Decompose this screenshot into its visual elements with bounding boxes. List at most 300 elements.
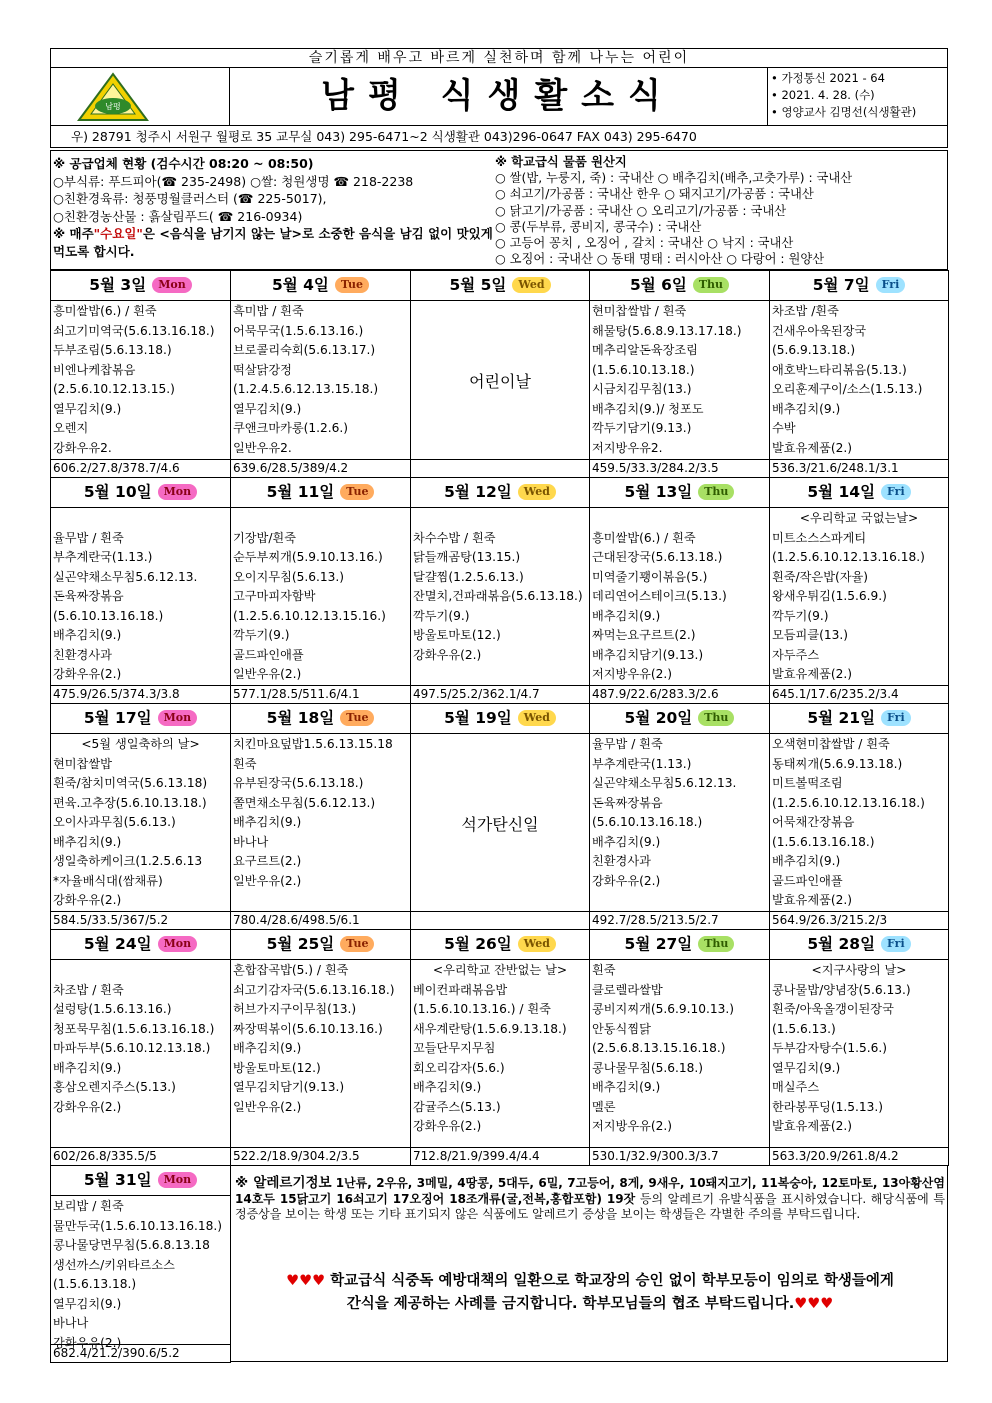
menu-list bbox=[51, 1197, 230, 1350]
origin-section bbox=[495, 154, 945, 267]
nutrition-info: 459.5/33.3/284.2/3.5 bbox=[590, 459, 769, 477]
menu-item: 흥미쌀밥(6.) / 흰죽 bbox=[53, 304, 157, 318]
weekday-badge: Wed bbox=[512, 277, 550, 293]
day-cell bbox=[410, 477, 590, 704]
day-header bbox=[411, 478, 589, 508]
weekday-badge: Thu bbox=[698, 484, 734, 500]
menu-item: 흰죽/작은밥(자율) bbox=[772, 569, 869, 584]
menu-item: 흥미쌀밥(6.) / 흰죽 bbox=[592, 530, 696, 545]
menu-item: 요구르트(2.) bbox=[233, 854, 302, 868]
day-cell bbox=[50, 1165, 231, 1363]
menu-item: 메추리알돈육장조림(1.5.6.10.13.18.) bbox=[592, 343, 698, 377]
menu-item: 강화우유(2.) bbox=[53, 667, 122, 681]
nutrition-info: 530.1/32.9/300.3/3.7 bbox=[590, 1147, 769, 1165]
menu-item: 열무김치담기(9.13.) bbox=[233, 1080, 345, 1094]
day-date: 5월 18일 bbox=[266, 709, 335, 727]
menu-list bbox=[51, 509, 230, 685]
origin-line: ○ 오징어 : 국내산 ○ 동태 명태 : 러시아산 ○ 다랑어 : 원양산 bbox=[495, 252, 825, 267]
menu-item: <지구사랑의 날> bbox=[811, 963, 907, 977]
day-cell bbox=[769, 703, 949, 930]
menu-item: 강화우유(2.) bbox=[53, 893, 122, 907]
menu-item: 차조밥 /흰죽 bbox=[772, 304, 839, 318]
menu-item: 강화우유(2.) bbox=[53, 1335, 122, 1350]
heart-icon: ♥♥♥ bbox=[794, 1296, 834, 1312]
menu-item: 어묵무국(1.5.6.13.16.) bbox=[233, 323, 364, 338]
menu-list bbox=[51, 735, 230, 911]
menu-item: 배추김치(9.) bbox=[592, 1080, 661, 1094]
nutrition-info: 487.9/22.6/283.3/2.6 bbox=[590, 685, 769, 703]
nutrition-info: 536.3/21.6/248.1/3.1 bbox=[770, 459, 948, 477]
menu-list bbox=[231, 509, 410, 685]
day-date: 5월 24일 bbox=[83, 935, 152, 953]
header bbox=[50, 68, 948, 126]
menu-item: 일반우유2. bbox=[233, 440, 292, 455]
weekday-badge: Fri bbox=[881, 484, 911, 500]
menu-item: 허브가지구이무침(13.) bbox=[233, 1002, 357, 1016]
menu-item: 두부감자탕수(1.5.6.) bbox=[772, 1041, 888, 1055]
weekday-badge: Mon bbox=[158, 710, 198, 726]
menu-item: 차수수밥 / 흰죽 bbox=[413, 530, 496, 545]
menu-list bbox=[770, 509, 948, 685]
menu-item: 발효유제품(2.) bbox=[772, 440, 853, 455]
menu-list bbox=[411, 961, 589, 1147]
menu-item: 콩나물밥/양념장(5.6.13.) bbox=[772, 982, 911, 997]
menu-list bbox=[231, 302, 410, 459]
menu-item: 꼬들단무지무침 bbox=[413, 1041, 496, 1055]
weekday-badge: Tue bbox=[340, 936, 374, 952]
day-cell bbox=[50, 477, 231, 704]
day-cell bbox=[230, 929, 411, 1166]
menu-item: 배추김치(9.) bbox=[413, 1080, 482, 1094]
day-date: 5월 25일 bbox=[266, 935, 335, 953]
day-header bbox=[51, 704, 230, 734]
supplier-line: ○부식류: 푸드피아(☎ 235-2498) ○쌀: 청원생명 ☎ 218-2238 bbox=[53, 173, 414, 189]
day-header bbox=[770, 271, 948, 301]
menu-item: 두부조림(5.6.13.18.) bbox=[53, 343, 172, 357]
menu-list bbox=[590, 302, 769, 459]
menu-item: 오이사과무침(5.6.13.) bbox=[53, 815, 176, 829]
menu-item: 일반우유(2.) bbox=[233, 873, 302, 888]
weekday-badge: Mon bbox=[152, 277, 192, 293]
menu-item bbox=[53, 961, 228, 981]
menu-item: 데리연어스테이크(5.13.) bbox=[592, 589, 727, 603]
day-header bbox=[231, 930, 410, 960]
weekday-badge: Thu bbox=[698, 936, 734, 952]
menu-item: 강화우유2. bbox=[53, 440, 112, 455]
nutrition-info: 564.9/26.3/215.2/3 bbox=[770, 911, 948, 929]
nutrition-info: 497.5/25.2/362.1/4.7 bbox=[411, 685, 589, 703]
menu-item: 열무김치(9.) bbox=[53, 1296, 122, 1311]
supplier-line: ○친환경농산물 : 흙살림푸드( ☎ 216-0934) bbox=[53, 208, 303, 224]
menu-list bbox=[590, 961, 769, 1147]
menu-item: 열무김치(9.) bbox=[233, 401, 302, 416]
nutrition-info: 712.8/21.9/399.4/4.4 bbox=[411, 1147, 589, 1165]
menu-item: 방울토마토(12.) bbox=[233, 1060, 321, 1075]
nutrition-info: 639.6/28.5/389/4.2 bbox=[231, 459, 410, 477]
origin-title: ※ 학교급식 물품 원산지 bbox=[495, 155, 627, 169]
menu-item: 콩비지찌개(5.6.9.10.13.) bbox=[592, 1002, 735, 1016]
menu-item: 물만두국(1.5.6.10.13.16.18.) bbox=[53, 1218, 223, 1233]
menu-item: 부추계란국(1.13.) bbox=[53, 550, 153, 564]
nutrition-info: 645.1/17.6/235.2/3.4 bbox=[770, 685, 948, 703]
origin-line: ○ 쇠고기/가공품 : 국내산 한우 ○ 돼지고기/가공품 : 국내산 bbox=[495, 187, 814, 202]
menu-item: 회오리감자(5.6.) bbox=[413, 1060, 505, 1075]
day-date: 5월 21일 bbox=[807, 709, 876, 727]
day-header bbox=[411, 271, 589, 301]
school-logo bbox=[51, 68, 230, 125]
menu-item: 강화우유(2.) bbox=[53, 1099, 122, 1114]
menu-item: 골드파인애플 bbox=[233, 647, 304, 662]
menu-item: 한라봉푸딩(1.5.13.) bbox=[772, 1099, 884, 1114]
menu-calendar bbox=[50, 270, 948, 1362]
menu-item: 미트소스스파게티(1.2.5.6.10.12.13.16.18.) bbox=[772, 530, 925, 564]
day-cell bbox=[50, 270, 231, 478]
menu-list bbox=[231, 735, 410, 911]
menu-item: 홍삼오렌지주스(5.13.) bbox=[53, 1080, 176, 1094]
heart-icon: ♥♥♥ bbox=[286, 1273, 326, 1289]
menu-item: 매실주스 bbox=[772, 1080, 820, 1094]
holiday-label: 어린이날 bbox=[469, 372, 531, 391]
day-cell bbox=[589, 929, 770, 1166]
menu-list bbox=[231, 961, 410, 1147]
menu-item: 수박 bbox=[772, 421, 796, 435]
menu-item: 기장밥/흰죽 bbox=[233, 530, 296, 545]
menu-item bbox=[592, 509, 767, 529]
menu-item: <우리학교 잔반없는 날> bbox=[432, 963, 568, 977]
menu-item: 편육.고추장(5.6.10.13.18.) bbox=[53, 795, 207, 810]
day-header bbox=[590, 271, 769, 301]
day-header bbox=[231, 704, 410, 734]
weekday-badge: Fri bbox=[876, 277, 906, 293]
day-header bbox=[770, 704, 948, 734]
logo-text: 남평 bbox=[105, 102, 121, 111]
menu-item: 짜장떡볶이(5.6.10.13.16.) bbox=[233, 1021, 383, 1036]
menu-item: 실곤약채소무침5.6.12.13. bbox=[592, 776, 737, 790]
day-cell bbox=[50, 929, 231, 1166]
menu-item: 배추김치(9.) bbox=[772, 854, 841, 868]
menu-item: 발효유제품(2.) bbox=[772, 1119, 853, 1133]
day-header bbox=[51, 1166, 230, 1196]
notice-number: • 가정통신 2021 - 64 bbox=[771, 71, 885, 85]
menu-item: 생선까스/키위타르소스(1.5.6.13.18.) bbox=[53, 1257, 175, 1291]
menu-list bbox=[590, 735, 769, 911]
weekday-badge: Wed bbox=[518, 710, 556, 726]
nutrition-info: 780.4/28.6/498.5/6.1 bbox=[231, 911, 410, 929]
menu-item: 어묵채간장볶음(1.5.6.13.16.18.) bbox=[772, 815, 875, 849]
menu-item: 멜론 bbox=[592, 1099, 616, 1114]
day-cell bbox=[230, 703, 411, 930]
menu-item: 흰죽/참치미역국(5.6.13.18) bbox=[53, 776, 208, 790]
day-date: 5월 19일 bbox=[444, 709, 512, 727]
day-cell bbox=[410, 703, 590, 930]
menu-item: 생일축하케이크(1.2.5.6.13 bbox=[53, 854, 203, 868]
weekday-badge: Thu bbox=[698, 710, 734, 726]
menu-item: 율무밥 / 흰죽 bbox=[592, 737, 663, 751]
nutrition-info bbox=[411, 911, 589, 929]
menu-item: 오렌지 bbox=[53, 421, 89, 435]
menu-item: 강화우유(2.) bbox=[413, 647, 482, 662]
wednesday-highlight: "수요일" bbox=[93, 226, 143, 241]
weekday-badge: Wed bbox=[518, 936, 556, 952]
menu-item bbox=[53, 509, 228, 529]
menu-item: 배추김치(9.) bbox=[53, 1060, 122, 1075]
wednesday-note: ※ 매주"수요일"은 <음식을 남기지 않는 날>로 소중한 음식을 남김 없이 맛있게 먹도록 합시다. bbox=[53, 226, 493, 259]
menu-item: 일반우유(2.) bbox=[233, 667, 302, 681]
page-title: 남평 식생활소식 bbox=[229, 68, 768, 125]
day-header bbox=[770, 930, 948, 960]
day-header bbox=[51, 271, 230, 301]
menu-item: 브로콜리숙회(5.6.13.17.) bbox=[233, 343, 376, 357]
menu-item: 쫄면채소무침(5.6.12.13.) bbox=[233, 795, 376, 810]
nutrition-info: 492.7/28.5/213.5/2.7 bbox=[590, 911, 769, 929]
supplier-title: ※ 공급업체 현황 (검수시간 08:20 ~ 08:50) bbox=[53, 156, 314, 171]
day-cell bbox=[769, 270, 949, 478]
menu-item: 저지방우유(2.) bbox=[592, 1119, 673, 1133]
menu-item bbox=[413, 509, 587, 529]
menu-item: 배추김치(9.) bbox=[772, 401, 841, 416]
menu-item: 잔멸치,건파래볶음(5.6.13.18.) bbox=[413, 589, 583, 603]
notice-date: • 2021. 4. 28. (수) bbox=[771, 88, 875, 102]
day-header bbox=[231, 478, 410, 508]
day-cell bbox=[769, 929, 949, 1166]
menu-item: 배추김치(9.) bbox=[233, 815, 302, 829]
menu-item: <5월 생일축하의 날> bbox=[81, 737, 200, 751]
menu-item: 배추김치(9.) bbox=[592, 608, 661, 623]
school-motto: 슬기롭게 배우고 바르게 실천하며 함께 나누는 어린이 bbox=[50, 48, 948, 68]
day-cell bbox=[230, 477, 411, 704]
menu-item: 배추김치(9.) bbox=[53, 628, 122, 642]
menu-item: 발효유제품(2.) bbox=[772, 667, 853, 681]
weekday-badge: Mon bbox=[158, 1172, 198, 1188]
menu-item: 베이컨파래볶음밥(1.5.6.10.13.16.) / 흰죽 bbox=[413, 982, 551, 1016]
origin-line: ○ 콩(두부류, 콩비지, 콩국수) : 국내산 bbox=[495, 219, 702, 234]
weekday-badge: Tue bbox=[340, 484, 374, 500]
nutrition-info: 606.2/27.8/378.7/4.6 bbox=[51, 459, 230, 477]
menu-item: 오리훈제구이/소스(1.5.13.) bbox=[772, 382, 923, 396]
menu-item: 닭들깨곰탕(13.15.) bbox=[413, 550, 521, 564]
day-cell bbox=[589, 477, 770, 704]
day-date: 5월 27일 bbox=[624, 935, 693, 953]
nutrition-info bbox=[411, 459, 589, 477]
menu-list bbox=[770, 735, 948, 911]
day-cell bbox=[230, 270, 411, 478]
menu-item: 모듬피클(13.) bbox=[772, 628, 848, 642]
day-date: 5월 10일 bbox=[83, 483, 152, 501]
menu-item: 배추김치(9.) bbox=[592, 834, 661, 849]
day-date: 5월 7일 bbox=[812, 276, 870, 294]
menu-item: *자율배식대(쌈채류) bbox=[53, 873, 163, 888]
menu-item: 배추김치(9.)/ 청포도 bbox=[592, 401, 704, 416]
origin-line: ○ 닭고기/가공품 : 국내산 ○ 오리고기/가공품 : 국내산 bbox=[495, 203, 787, 218]
weekday-badge: Fri bbox=[881, 936, 911, 952]
day-header bbox=[51, 930, 230, 960]
menu-item: 미트볼떡조림(1.2.5.6.10.12.13.16.18.) bbox=[772, 776, 925, 810]
menu-item: 바나나 bbox=[53, 1316, 89, 1330]
logo-emblem-icon bbox=[51, 68, 229, 125]
nutrition-info: 584.5/33.5/367/5.2 bbox=[51, 911, 230, 929]
weekday-badge: Tue bbox=[340, 710, 374, 726]
menu-item: 미역줄기꽹이볶음(5.) bbox=[592, 569, 708, 584]
day-date: 5월 20일 bbox=[624, 709, 693, 727]
menu-item: 비엔나케찹볶음(2.5.6.10.12.13.15.) bbox=[53, 362, 175, 396]
menu-item: 근대된장국(5.6.13.18.) bbox=[592, 550, 723, 564]
notice-author: • 영양교사 김명선(식생활관) bbox=[771, 105, 917, 119]
menu-item: 흑미밥 / 흰죽 bbox=[233, 304, 304, 318]
menu-item: 애호박느타리볶음(5.13.) bbox=[772, 362, 907, 377]
menu-item: 쿠앤크마카롱(1.2.6.) bbox=[233, 421, 349, 435]
menu-item: 보리밥 / 흰죽 bbox=[53, 1199, 124, 1213]
day-header bbox=[411, 930, 589, 960]
nutrition-info: 475.9/26.5/374.3/3.8 bbox=[51, 685, 230, 703]
menu-item: 떡살닭강정(1.2.4.5.6.12.13.15.18.) bbox=[233, 362, 379, 396]
menu-item: 강화우유(2.) bbox=[413, 1119, 482, 1133]
supplier-line: ○친환경육류: 청풍명월클러스터 (☎ 225-5017), bbox=[53, 191, 327, 206]
menu-item: 순두부찌개(5.9.10.13.16.) bbox=[233, 550, 383, 564]
day-cell bbox=[589, 703, 770, 930]
nutrition-info: 682.4/21.2/390.6/5.2 bbox=[51, 1344, 230, 1362]
menu-item: 돈육짜장볶음(5.6.10.13.16.18.) bbox=[592, 795, 703, 829]
menu-list bbox=[770, 961, 948, 1147]
menu-item: 흰죽 bbox=[233, 756, 257, 771]
menu-item: 안동식찜닭(2.5.6.8.13.15.16.18.) bbox=[592, 1021, 726, 1055]
nutrition-info: 563.3/20.9/261.8/4.2 bbox=[770, 1147, 948, 1165]
day-date: 5월 31일 bbox=[83, 1171, 152, 1189]
day-header bbox=[231, 271, 410, 301]
menu-item: 바나나 bbox=[233, 834, 269, 849]
menu-item: 콩나물무침(5.6.18.) bbox=[592, 1060, 704, 1075]
menu-item: 새우계란탕(1.5.6.9.13.18.) bbox=[413, 1021, 567, 1036]
day-cell bbox=[410, 929, 590, 1166]
info-box bbox=[50, 150, 948, 270]
menu-list bbox=[411, 509, 589, 685]
menu-item bbox=[233, 509, 408, 529]
menu-item: 돈육짜장볶음(5.6.10.13.16.18.) bbox=[53, 589, 164, 623]
allergy-label: ※ 알레르기정보 bbox=[235, 1175, 332, 1191]
day-date: 5월 5일 bbox=[449, 276, 507, 294]
day-date: 5월 13일 bbox=[624, 483, 693, 501]
day-date: 5월 14일 bbox=[807, 483, 876, 501]
menu-item: 율무밥 / 흰죽 bbox=[53, 530, 124, 545]
menu-item: 배추김치(9.) bbox=[233, 1041, 302, 1055]
menu-item: 실곤약채소무침5.6.12.13. bbox=[53, 569, 198, 584]
menu-item: 해물탕(5.6.8.9.13.17.18.) bbox=[592, 323, 742, 338]
day-date: 5월 4일 bbox=[271, 276, 329, 294]
menu-item: 일반우유(2.) bbox=[233, 1099, 302, 1114]
menu-item: 열무김치(9.) bbox=[772, 1060, 841, 1075]
allergy-description: 등의 알레르기 유발식품을 표시하였습니다. 해당식품에 특정증상을 보이는 학생 또는 기타 표기되지 않은 식품에도 알레르기 증상을 보이는 학생들은 각별한 주의를 부탁드립니다. bbox=[235, 1191, 945, 1221]
supplier-section bbox=[53, 155, 493, 260]
menu-item: 방울토마토(12.) bbox=[413, 628, 501, 642]
menu-item: 유부된장국(5.6.13.18.) bbox=[233, 776, 364, 790]
menu-item: 깍두기(9.) bbox=[233, 628, 290, 642]
day-header bbox=[51, 478, 230, 508]
menu-item: 친환경사과 bbox=[592, 854, 651, 868]
menu-item: 클로렐라쌀밥 bbox=[592, 982, 663, 997]
menu-list bbox=[51, 961, 230, 1147]
menu-item: 현미찹쌀밥 / 흰죽 bbox=[592, 304, 687, 318]
menu-item: 쇠고기미역국(5.6.13.16.18.) bbox=[53, 323, 215, 338]
menu-item: 감귤주스(5.13.) bbox=[413, 1099, 501, 1114]
menu-item: 흰죽/아욱올갱이된장국(1.5.6.13.) bbox=[772, 1002, 894, 1036]
menu-list bbox=[51, 302, 230, 459]
menu-item: 배추김치(9.) bbox=[53, 834, 122, 849]
menu-list bbox=[770, 302, 948, 459]
menu-item: 깍두기(9.) bbox=[413, 608, 470, 623]
day-cell bbox=[769, 477, 949, 704]
menu-item: 혼합잡곡밥(5.) / 흰죽 bbox=[233, 963, 349, 977]
menu-item: 건새우아욱된장국(5.6.9.13.18.) bbox=[772, 323, 867, 357]
weekday-badge: Thu bbox=[693, 277, 729, 293]
menu-item: 발효유제품(2.) bbox=[772, 893, 853, 907]
menu-item: 고구마피자함박(1.2.5.6.10.12.13.15.16.) bbox=[233, 589, 386, 623]
menu-item: 쇠고기감자국(5.6.13.16.18.) bbox=[233, 982, 395, 997]
menu-item: 부추계란국(1.13.) bbox=[592, 756, 692, 771]
menu-item: 골드파인애플 bbox=[772, 873, 843, 888]
menu-item: 짜먹는요구르트(2.) bbox=[592, 628, 696, 642]
day-cell bbox=[410, 270, 590, 478]
menu-item: 차조밥 / 흰죽 bbox=[53, 982, 124, 997]
day-header bbox=[411, 704, 589, 734]
menu-item: 강화우유(2.) bbox=[592, 873, 661, 888]
day-date: 5월 3일 bbox=[89, 276, 147, 294]
menu-item: 왕새우튀김(1.5.6.9.) bbox=[772, 589, 887, 603]
day-date: 5월 28일 bbox=[807, 935, 876, 953]
menu-item: 시금치김무침(13.) bbox=[592, 382, 692, 396]
day-cell bbox=[589, 270, 770, 478]
day-date: 5월 12일 bbox=[444, 483, 512, 501]
menu-item: 콩나물당면무침(5.6.8.13.18 bbox=[53, 1238, 210, 1252]
day-header bbox=[590, 930, 769, 960]
day-date: 5월 6일 bbox=[629, 276, 687, 294]
allergy-info bbox=[230, 1165, 948, 1362]
menu-item: 저지방우유2. bbox=[592, 440, 663, 455]
weekday-badge: Tue bbox=[335, 277, 369, 293]
origin-line: ○ 쌀(밥, 누룽지, 죽) : 국내산 ○ 배추김치(배추,고춧가루) : 국내산 bbox=[495, 171, 853, 186]
snack-notice: ♥♥♥ 학교급식 식중독 예방대책의 일환으로 학교장의 승인 없이 학부모등이 임의로 학생들에게 간식을 제공하는 사례를 금지합니다. 학부모님들의 협조 부탁드립니다.♥♥♥ bbox=[286, 1273, 894, 1312]
nutrition-info: 602/26.8/335.5/5 bbox=[51, 1147, 230, 1165]
origin-line: ○ 고등어 꽁치 , 오징어 , 갈치 : 국내산 ○ 낙지 : 국내산 bbox=[495, 236, 794, 251]
menu-item: 동태찌개(5.6.9.13.18.) bbox=[772, 756, 903, 771]
menu-item: 배추김치담기(9.13.) bbox=[592, 647, 704, 662]
menu-item: 현미찹쌀밥 bbox=[53, 756, 112, 771]
menu-item: 달걀찜(1.2.5.6.13.) bbox=[413, 569, 524, 584]
menu-item: 친환경사과 bbox=[53, 647, 112, 662]
menu-item: <우리학교 국없는날> bbox=[799, 511, 919, 525]
day-cell bbox=[50, 703, 231, 930]
menu-item: 자두주스 bbox=[772, 647, 820, 662]
allergy-list: 1난류, 2우유, 3메밀, 4땅콩, 5대두, 6밀, 7고등어, 8게, 9새우, 10돼지고기, 11복숭아, 12토마토, 13아황산염 14호두 15닭고기 16쇠고기 17오징어 18조개류(굴,전복,홍합포함) 19잣 bbox=[235, 1176, 945, 1206]
menu-item: 깍두기담기(9.13.) bbox=[592, 421, 692, 435]
day-header bbox=[590, 704, 769, 734]
nutrition-info: 577.1/28.5/511.6/4.1 bbox=[231, 685, 410, 703]
allergy-block bbox=[235, 1176, 945, 1223]
menu-item: 흰죽 bbox=[592, 963, 616, 977]
nutrition-info: 522.2/18.9/304.2/3.5 bbox=[231, 1147, 410, 1165]
menu-item: 마파두부(5.6.10.12.13.18.) bbox=[53, 1041, 211, 1055]
weekday-badge: Wed bbox=[518, 484, 556, 500]
menu-item: 오이지무침(5.6.13.) bbox=[233, 569, 345, 584]
school-address: 우) 28791 청주시 서원구 월평로 35 교무실 043) 295-6471~2 식생활관 043)296-0647 FAX 043) 295-6470 bbox=[50, 126, 948, 148]
weekday-badge: Fri bbox=[881, 710, 911, 726]
weekday-badge: Mon bbox=[158, 936, 198, 952]
day-date: 5월 26일 bbox=[444, 935, 512, 953]
day-date: 5월 17일 bbox=[83, 709, 152, 727]
holiday-label: 석가탄신일 bbox=[461, 814, 539, 834]
menu-item: 청포묵무침(1.5.6.13.16.18.) bbox=[53, 1021, 215, 1036]
day-header bbox=[770, 478, 948, 508]
weekday-badge: Mon bbox=[158, 484, 198, 500]
day-date: 5월 11일 bbox=[266, 483, 335, 501]
